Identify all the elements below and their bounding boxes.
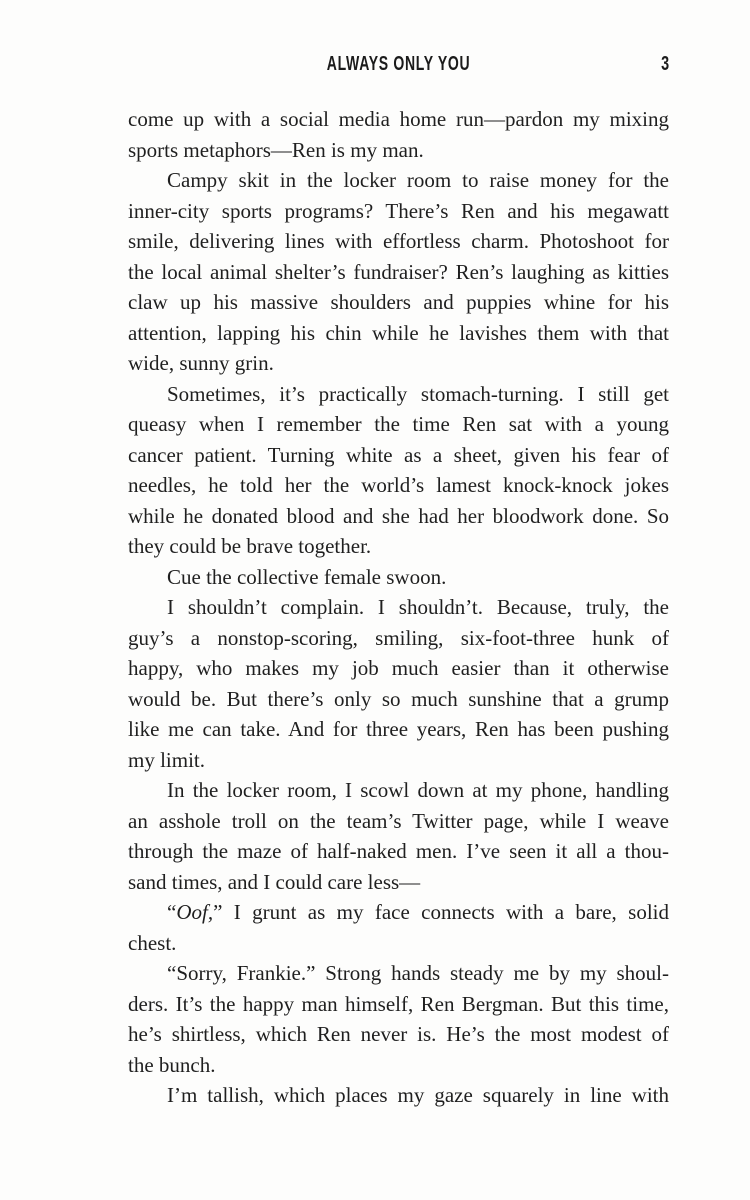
text-line: Sometimes, it’s practically stomach-turning. I still get	[167, 381, 669, 406]
text-line: wide, sunny grin.	[128, 351, 274, 375]
text-line: I shouldn’t complain. I shouldn’t. Because, truly, the	[167, 595, 669, 619]
text-line: “Oof,” I grunt as my face connects with a bare, solid	[167, 900, 669, 924]
text-line: come up with a social media home run—pardon my mixing	[128, 107, 669, 131]
text-line: smile, delivering lines with effortless charm. Photoshoot for	[128, 229, 669, 253]
text-line: cancer patient. Turning white as a sheet, given his fear of	[128, 442, 669, 467]
text-line: Campy skit in the locker room to raise money for the	[167, 168, 669, 192]
text-line: Cue the collective female swoon.	[167, 564, 447, 589]
text-line: guy’s a nonstop-scoring, smiling, six-foot-three hunk of	[128, 625, 669, 650]
text-line: sand times, and I could care less—	[128, 869, 421, 894]
paragraph	[128, 897, 669, 958]
running-header-title-wrap	[128, 54, 669, 74]
text-line: the bunch.	[128, 1052, 216, 1077]
paragraph	[128, 104, 669, 165]
text-line: through the maze of half-naked men. I’ve seen it all a thou-	[128, 839, 669, 863]
paragraph	[128, 165, 669, 379]
text-line: In the locker room, I scowl down at my phone, handling	[167, 778, 669, 802]
text-line: would be. But there’s only so much sunshine that a grump	[128, 686, 669, 711]
running-header	[128, 54, 669, 76]
paragraph	[128, 562, 669, 593]
paragraph	[128, 379, 669, 562]
text-line: needles, he told her the world’s lamest knock-knock jokes	[128, 473, 669, 497]
text-line: sports metaphors—Ren is my man.	[128, 137, 424, 162]
text-line: claw up his massive shoulders and puppies whine for his	[128, 290, 669, 314]
italic-text: Oof,	[176, 900, 214, 924]
text-line: like me can take. And for three years, Ren has been pushing	[128, 717, 669, 741]
text-line: an asshole troll on the team’s Twitter page, while I weave	[128, 808, 669, 833]
text-line: while he donated blood and she had her bloodwork done. So	[128, 503, 669, 528]
page-number: 3	[660, 53, 669, 75]
paragraph	[128, 958, 669, 1080]
text-line: ders. It’s the happy man himself, Ren Bergman. But this time,	[128, 991, 669, 1016]
text-line: attention, lapping his chin while he lavishes them with that	[128, 320, 669, 345]
text-line: happy, who makes my job much easier than it otherwise	[128, 656, 669, 680]
text-line: chest.	[128, 930, 177, 955]
paragraph	[128, 1080, 669, 1111]
paragraph	[128, 775, 669, 897]
text-line: they could be brave together.	[128, 534, 372, 558]
text-line: I’m tallish, which places my gaze squarely in line with	[167, 1083, 669, 1107]
text-line: queasy when I remember the time Ren sat with a young	[128, 412, 669, 436]
book-title: ALWAYS ONLY YOU	[326, 53, 471, 75]
text-line: the local animal shelter’s fundraiser? Ren’s laughing as kitties	[128, 259, 669, 284]
text-line: my limit.	[128, 747, 206, 772]
text-line: “Sorry, Frankie.” Strong hands steady me by my shoul-	[167, 961, 669, 985]
paragraph	[128, 592, 669, 775]
body-text	[128, 104, 669, 1111]
text-line: inner-city sports programs? There’s Ren and his megawatt	[128, 198, 669, 223]
text-line: he’s shirtless, which Ren never is. He’s the most modest of	[128, 1022, 669, 1046]
